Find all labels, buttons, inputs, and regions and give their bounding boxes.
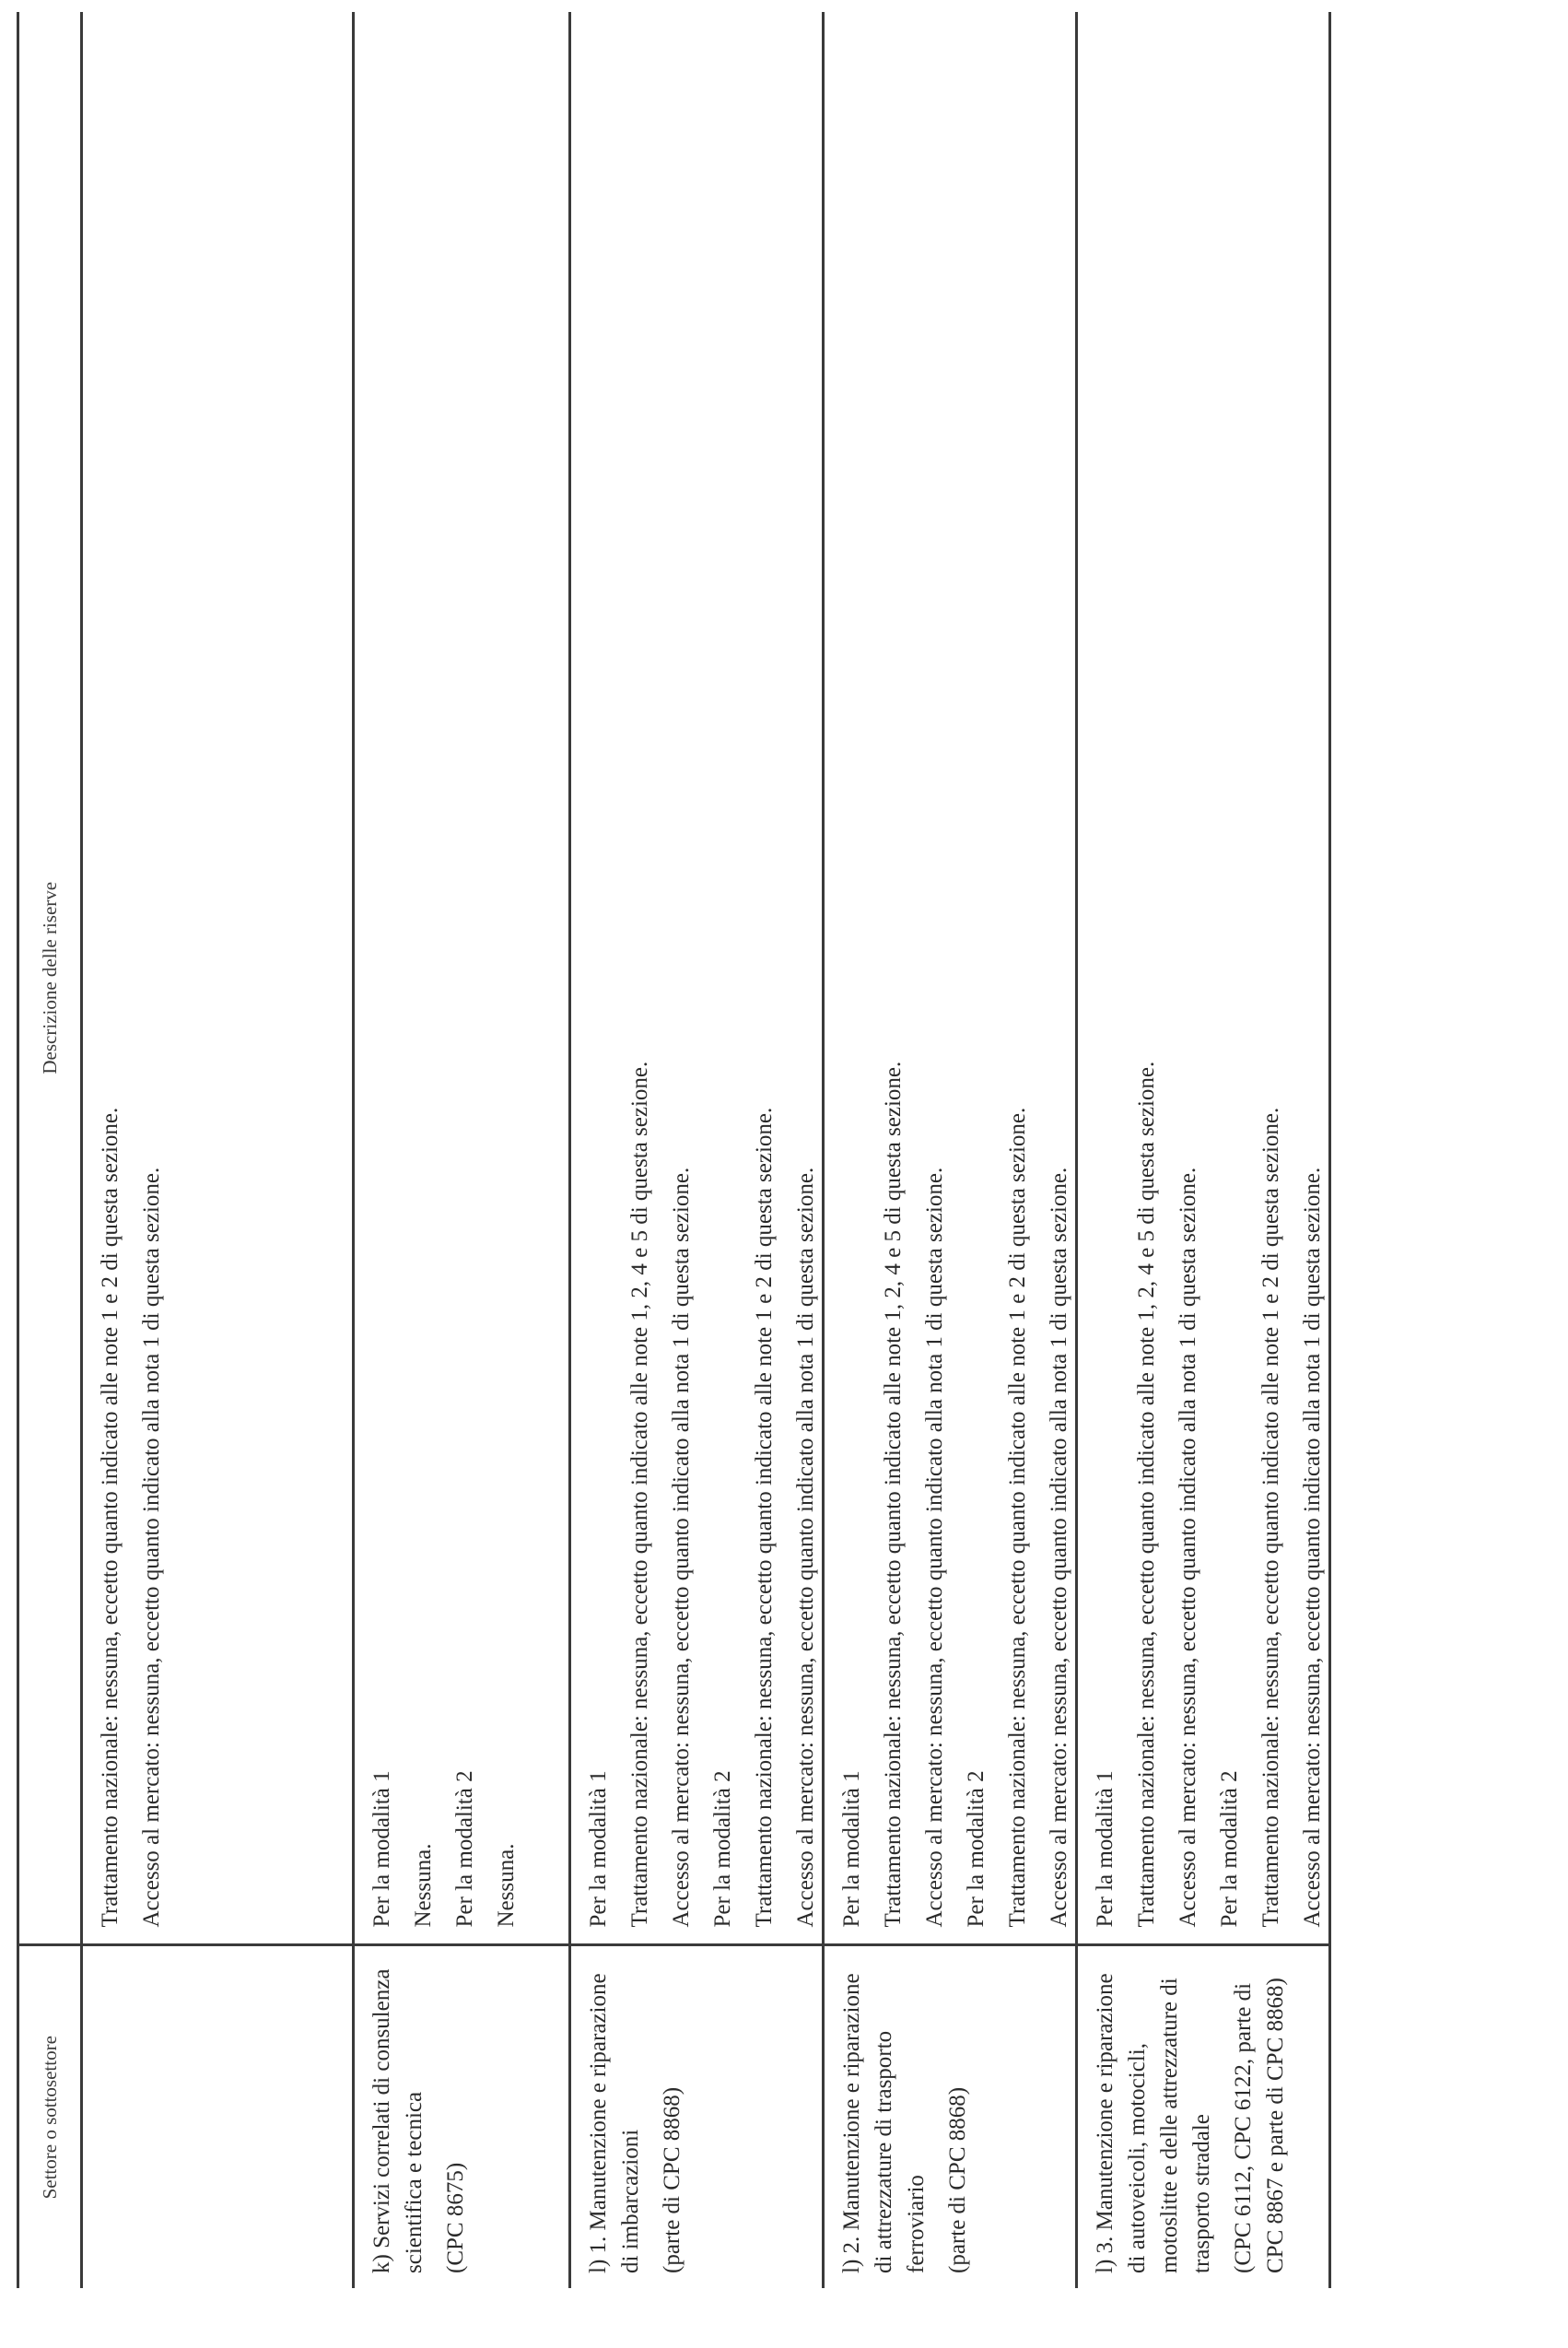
sector-title: l) 2. Manutenzione e riparazione di attrezzature di trasporto ferroviario — [839, 1973, 929, 2273]
table-row — [354, 12, 570, 2288]
reserves-table — [17, 12, 1331, 2288]
reserve-line: Per la modalità 1 — [369, 1770, 394, 1928]
reserve-line: Per la modalità 1 — [586, 1770, 611, 1928]
description-cell — [82, 12, 354, 1945]
sector-code: (parte di CPC 8868) — [660, 2086, 685, 2273]
table-row — [1077, 12, 1330, 2288]
sector-cell — [354, 1945, 570, 2288]
description-cell — [570, 12, 824, 1945]
reserve-line: Per la modalità 2 — [710, 1770, 735, 1928]
sector-code: (parte di CPC 8868) — [945, 2086, 970, 2273]
reserve-line: Trattamento nazionale: nessuna, eccetto quanto indicato alle note 1, 2, 4 e 5 di questa sezione. — [1134, 1061, 1159, 1928]
reserve-line: Trattamento nazionale: nessuna, eccetto quanto indicato alle note 1 e 2 di questa sezione. — [1005, 1107, 1030, 1928]
reserve-line: Accesso al mercato: nessuna, eccetto quanto indicato alla nota 1 di questa sezione. — [139, 1167, 164, 1928]
reserve-line: Trattamento nazionale: nessuna, eccetto quanto indicato alle note 1, 2, 4 e 5 di questa sezione. — [881, 1061, 906, 1928]
reserve-line: Trattamento nazionale: nessuna, eccetto quanto indicato alle note 1 e 2 di questa sezione. — [98, 1107, 123, 1928]
reserve-line: Per la modalità 2 — [964, 1770, 989, 1928]
description-column-header: Descrizione delle riserve — [18, 12, 82, 1945]
description-cell — [354, 12, 570, 1945]
sector-code: (CPC 6112, CPC 6122, parte di CPC 8867 e parte di CPC 8868) — [1231, 1978, 1288, 2273]
sector-title: l) 1. Manutenzione e riparazione di imbarcazioni — [586, 1973, 643, 2273]
reserve-line: Accesso al mercato: nessuna, eccetto quanto indicato alla nota 1 di questa sezione. — [1300, 1167, 1325, 1928]
reserve-line: Accesso al mercato: nessuna, eccetto quanto indicato alla nota 1 di questa sezione. — [793, 1167, 818, 1928]
reserve-line: Trattamento nazionale: nessuna, eccetto quanto indicato alle note 1 e 2 di questa sezione. — [1258, 1107, 1283, 1928]
reserve-line: Accesso al mercato: nessuna, eccetto quanto indicato alla nota 1 di questa sezione. — [922, 1167, 947, 1928]
table-row — [570, 12, 824, 2288]
table-body — [82, 12, 1330, 2288]
table-header-row — [18, 12, 82, 2288]
reserve-line: Trattamento nazionale: nessuna, eccetto quanto indicato alle note 1, 2, 4 e 5 di questa sezione. — [627, 1061, 652, 1928]
sector-title: k) Servizi correlati di consulenza scientifica e tecnica — [369, 1968, 427, 2273]
table-row — [824, 12, 1077, 2288]
reserve-line: Trattamento nazionale: nessuna, eccetto quanto indicato alle note 1 e 2 di questa sezione. — [752, 1107, 777, 1928]
reserve-line: Per la modalità 2 — [452, 1770, 477, 1928]
table-row — [82, 12, 354, 2288]
reserve-line: Per la modalità 1 — [1093, 1770, 1117, 1928]
description-cell — [1077, 12, 1330, 1945]
sector-cell — [82, 1945, 354, 2288]
description-cell — [824, 12, 1077, 1945]
reserve-line: Nessuna. — [494, 1843, 519, 1928]
reserve-line: Per la modalità 2 — [1217, 1770, 1242, 1928]
reserve-line: Per la modalità 1 — [839, 1770, 864, 1928]
sector-column-header: Settore o sottosettore — [18, 1945, 82, 2288]
reserve-line: Accesso al mercato: nessuna, eccetto quanto indicato alla nota 1 di questa sezione. — [1047, 1167, 1071, 1928]
sector-cell — [1077, 1945, 1330, 2288]
reserve-line: Accesso al mercato: nessuna, eccetto quanto indicato alla nota 1 di questa sezione. — [1176, 1167, 1200, 1928]
reserve-line: Accesso al mercato: nessuna, eccetto quanto indicato alla nota 1 di questa sezione. — [669, 1167, 694, 1928]
sector-cell — [570, 1945, 824, 2288]
sector-code: (CPC 8675) — [443, 2162, 468, 2273]
sector-cell — [824, 1945, 1077, 2288]
sector-title: l) 3. Manutenzione e riparazione di autoveicoli, motocicli, motoslitte e delle attrezzature di trasporto stradale — [1093, 1973, 1214, 2273]
reserve-line: Nessuna. — [411, 1843, 436, 1928]
